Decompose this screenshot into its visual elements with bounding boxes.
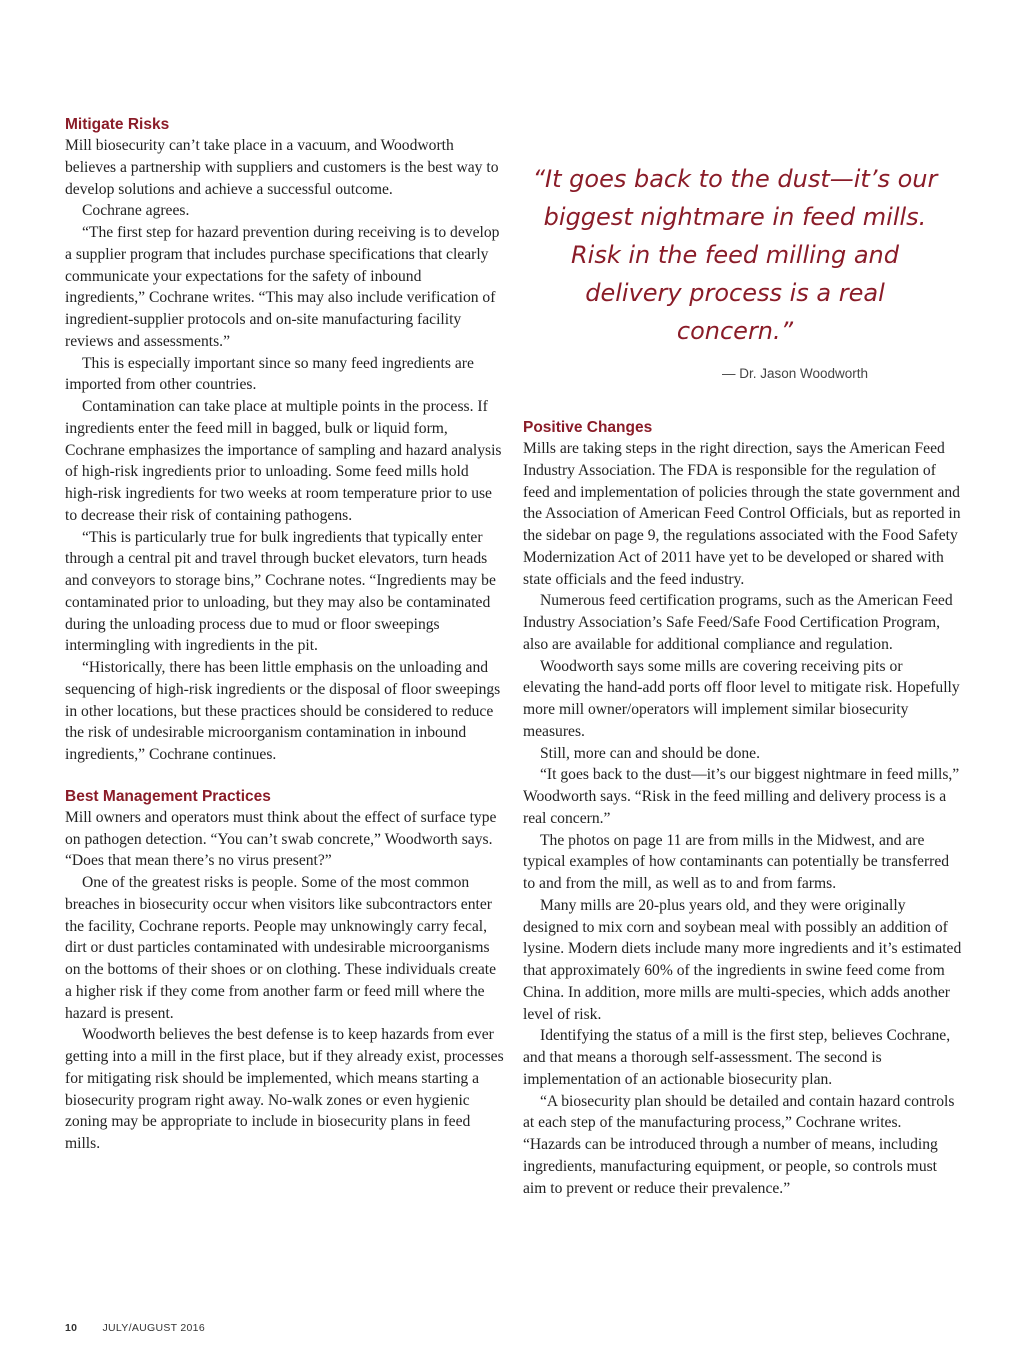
- section-best-management-practices: [65, 786, 505, 1155]
- page-footer: [65, 1322, 205, 1334]
- body-paragraph: Woodworth says some mills are covering receiving pits or elevating the hand-add ports off floor level to mitigate risk. Hopefully more mill owner/operators will implement similar biosecurity measures.: [523, 657, 960, 740]
- body-paragraph: Identifying the status of a mill is the first step, believes Cochrane, and that means a thorough self-assessment. The second is implementation of an actionable biosecurity plan.: [523, 1027, 951, 1088]
- left-column: [65, 114, 505, 1175]
- body-paragraph: The photos on page 11 are from mills in the Midwest, and are typical examples of how contaminants can potentially be transferred to and from the mill, as well as to and from farms.: [523, 831, 950, 892]
- section-heading: Positive Changes: [523, 419, 653, 436]
- section-heading: Best Management Practices: [65, 787, 271, 805]
- body-paragraph: “It goes back to the dust—it’s our biggest nightmare in feed mills,” Woodworth says. “Risk in the feed milling and delivery process is a real concern.”: [523, 766, 960, 827]
- body-paragraph: Mill biosecurity can’t take place in a vacuum, and Woodworth believes a partnership with suppliers and customers is the best way to develop solutions and achieve a successful outcome.: [65, 137, 499, 198]
- body-paragraph: Contamination can take place at multiple points in the process. If ingredients enter the feed mill in bagged, bulk or liquid form, Cochrane emphasizes the importance of sampling and hazard analysis of high-risk ingredients prior to unloading. Some feed mills hold high-risk ingredients for two weeks at room temperature prior to use to decrease their risk of containing pathogens.: [65, 398, 502, 524]
- body-paragraph: Mills are taking steps in the right direction, says the American Feed Industry Association. The FDA is responsible for the regulation of feed and implementation of policies through the state government and the Association of American Feed Control Officials, but as reported in the sidebar on page 9, the regulations associated with the Food Safety Modernization Act of 2011 have yet to be developed or shared with state officials and the feed industry.: [523, 440, 961, 588]
- issue-date: JULY/AUGUST 2016: [102, 1322, 205, 1334]
- body-paragraph: One of the greatest risks is people. Some of the most common breaches in biosecurity occur when visitors like subcontractors enter the facility, Cochrane reports. People may unknowingly carry fecal, dirt or dust particles contaminated with undesirable microorganisms on the bottoms of their shoes or on clothing. These individuals create a higher risk if they come from another farm or feed mill where the hazard is present.: [65, 874, 497, 1022]
- section-positive-changes: [523, 417, 963, 1199]
- pull-quote-text: “It goes back to the dust—it’s our biggest nightmare in feed mills. Risk in the feed milling and delivery process is a real concern.”: [532, 165, 938, 345]
- page-number: 10: [65, 1322, 78, 1334]
- pull-quote: [525, 160, 945, 381]
- body-paragraph: Numerous feed certification programs, such as the American Feed Industry Association’s Safe Feed/Safe Food Certification Program, also are available for additional compliance and regulation.: [523, 592, 953, 653]
- body-paragraph: “A biosecurity plan should be detailed and contain hazard controls at each step of the manufacturing process,” Cochrane writes. “Hazards can be introduced through a number of means, including ingredients, manufacturing equipment, or people, so controls must aim to prevent or reduce their prevalence.”: [523, 1092, 955, 1197]
- section-heading: Mitigate Risks: [65, 116, 170, 133]
- body-paragraph: “The first step for hazard prevention during receiving is to develop a supplier program that includes purchase specifications that clearly communicate your expectations for the safety of inbound ingredients,” Cochrane writes. “This may also include verification of ingredient-supplier protocols and on-site manufacturing facility reviews and assessments.”: [65, 224, 500, 350]
- body-paragraph: Still, more can and should be done.: [540, 744, 761, 762]
- body-paragraph: “This is particularly true for bulk ingredients that typically enter through a central pit and travel through bucket elevators, turn heads and conveyors to storage bins,” Cochrane notes. “Ingredients may be contaminated prior to unloading, but they may also be contaminated during the unloading process due to mud or floor sweepings intermingling with ingredients in the pit.: [65, 528, 496, 655]
- right-column: [523, 417, 963, 1219]
- body-paragraph: “Historically, there has been little emphasis on the unloading and sequencing of high-risk ingredients or the disposal of floor sweepings in other locations, but these practices should be considered to reduce the risk of undesirable microorganism contamination in inbound ingredients,” Cochrane continues.: [65, 659, 501, 763]
- body-paragraph: This is especially important since so many feed ingredients are imported from other countries.: [65, 354, 474, 394]
- body-paragraph: Woodworth believes the best defense is to keep hazards from ever getting into a mill in the first place, but if they already exist, processes for mitigating risk should be implemented, which means starting a biosecurity program right away. No-walk zones or even hygienic zoning may be appropriate to include in biosecurity plans in feed mills.: [65, 1026, 504, 1152]
- section-mitigate-risks: [65, 114, 505, 766]
- pull-quote-attribution: — Dr. Jason Woodworth: [721, 366, 869, 381]
- body-paragraph: Mill owners and operators must think about the effect of surface type on pathogen detection. “You can’t swab concrete,” Woodworth says. “Does that mean there’s no virus present?”: [65, 808, 497, 870]
- body-paragraph: Cochrane agrees.: [82, 202, 190, 220]
- body-paragraph: Many mills are 20-plus years old, and they were originally designed to mix corn and soybean meal with possibly an addition of lysine. Modern diets include many more ingredients and it’s estimated that approximately 60% of the ingredients in swine feed come from China. In addition, more mills are multi-species, which adds another level of risk.: [523, 896, 962, 1023]
